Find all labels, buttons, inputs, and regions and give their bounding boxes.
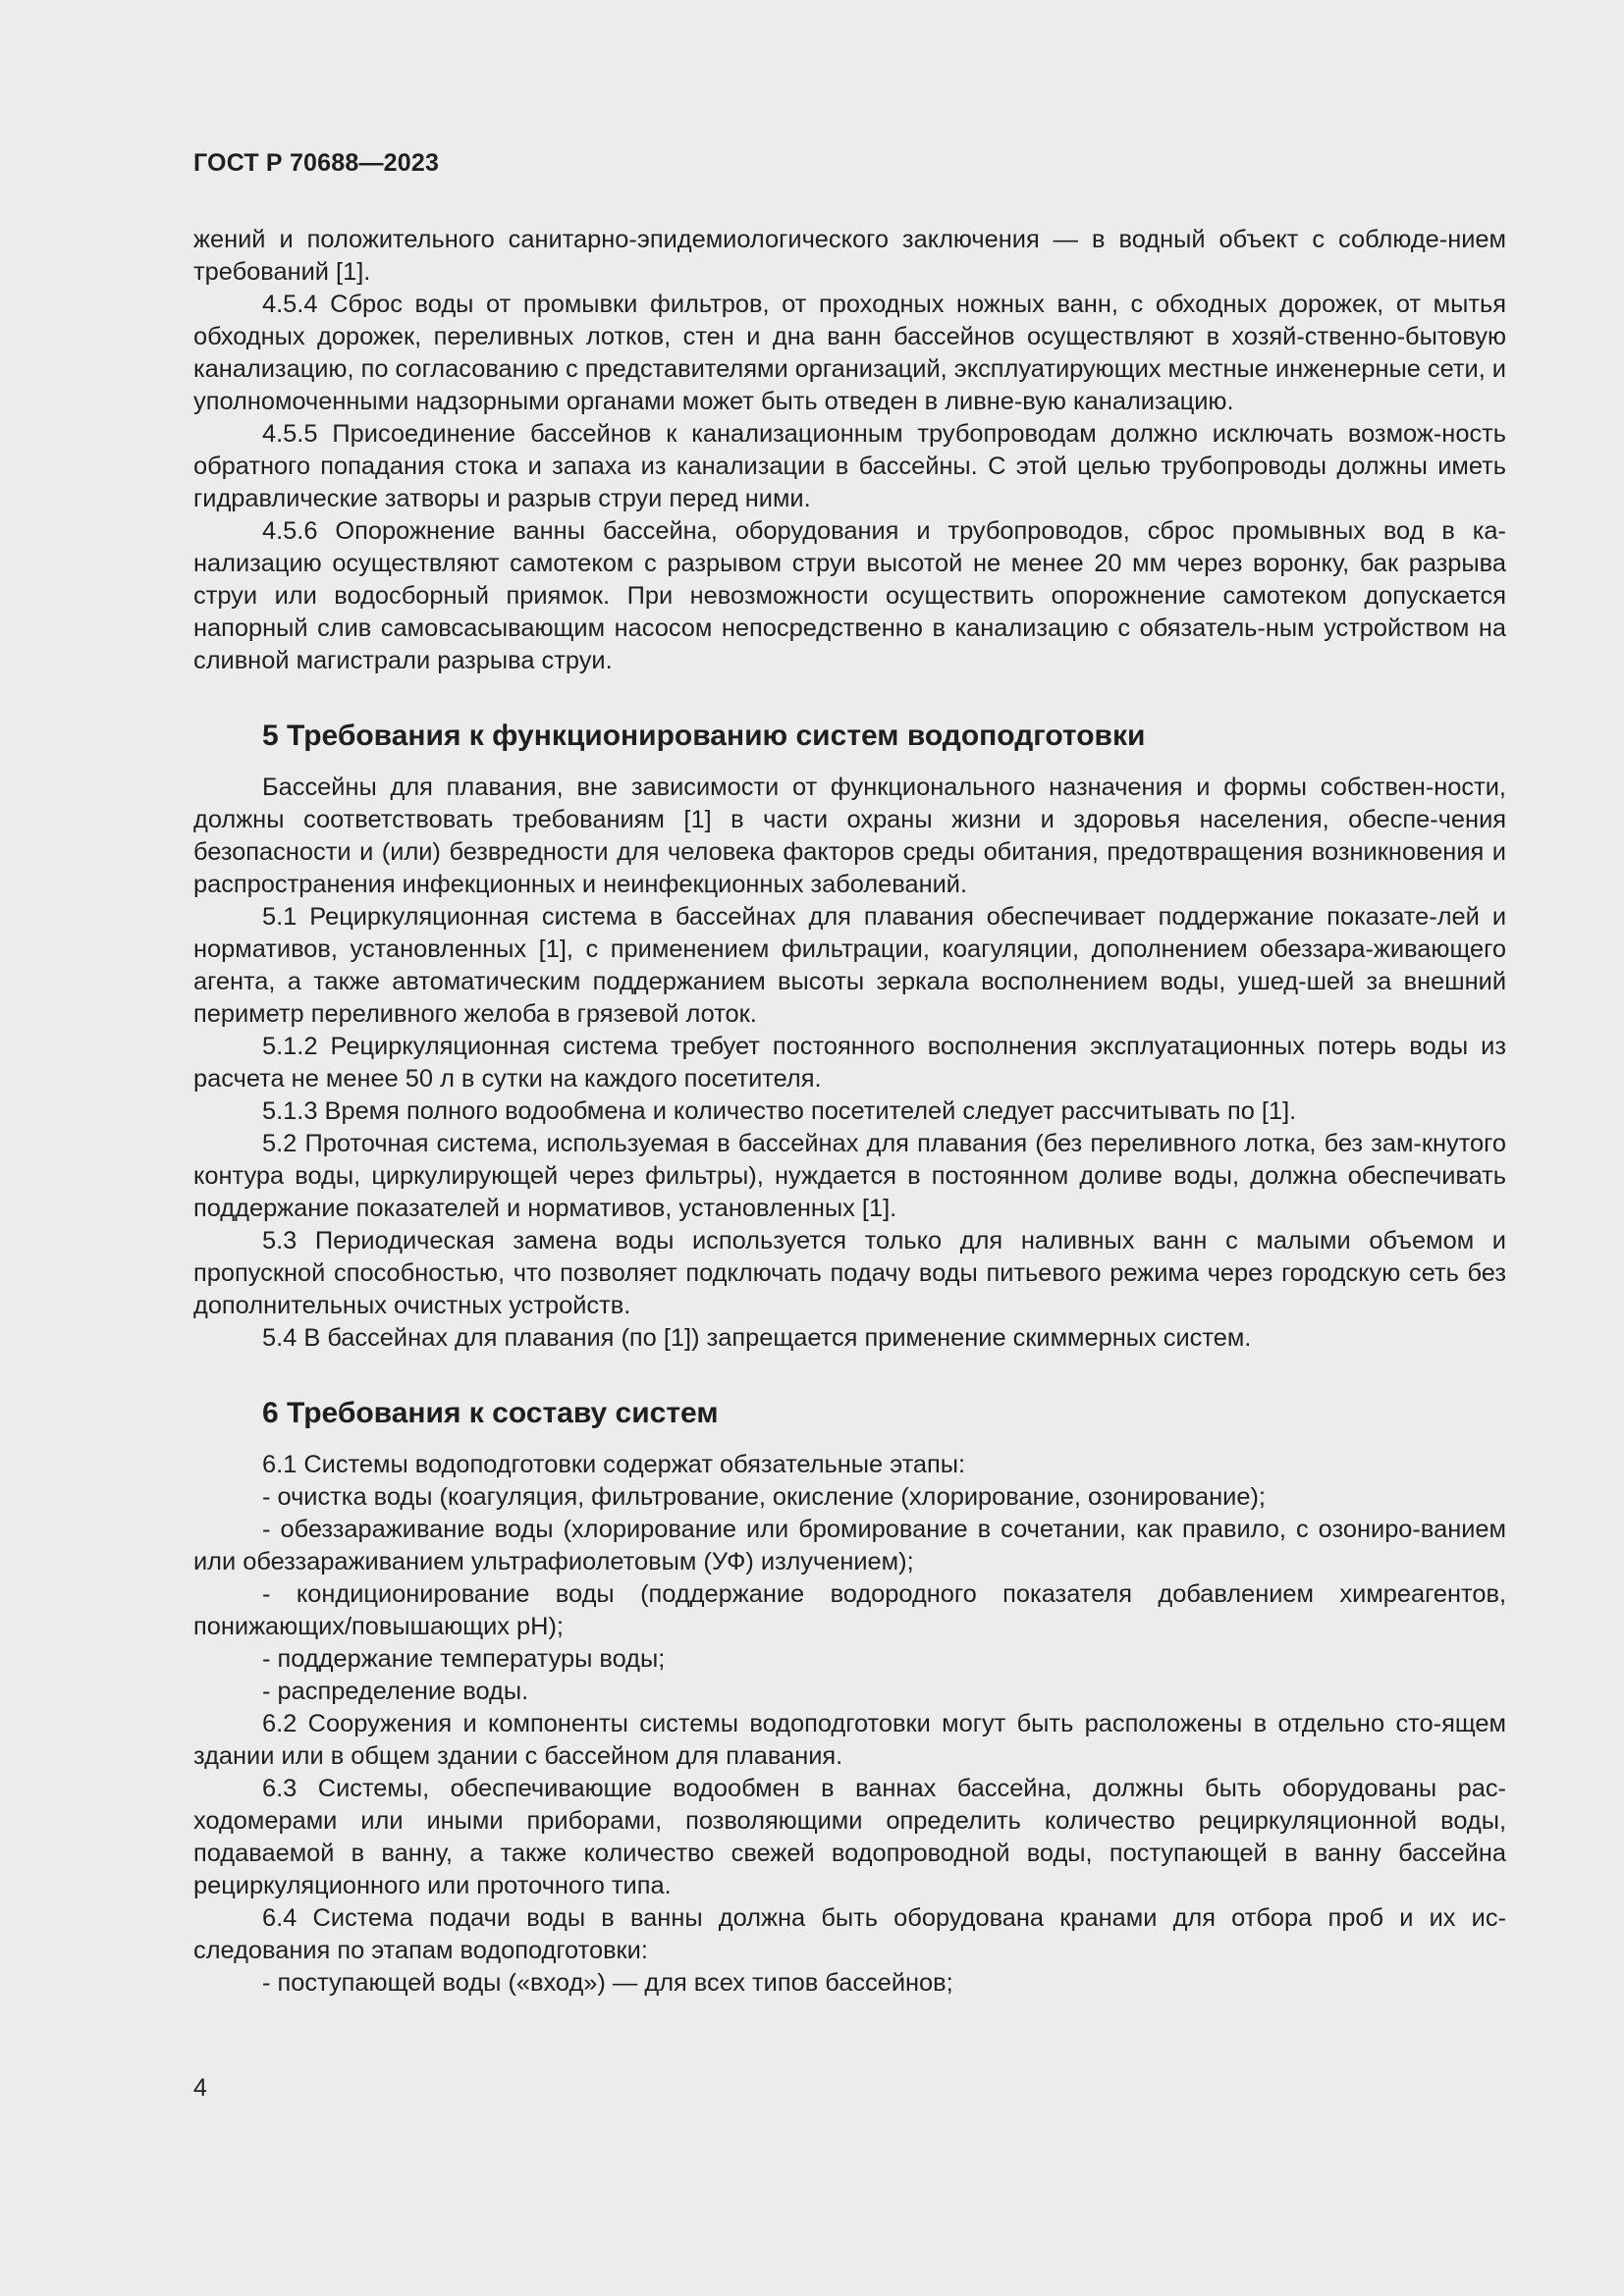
page-number: 4 [193, 2074, 207, 2102]
paragraph-4-5-4: 4.5.4 Сброс воды от промывки фильтров, от проходных ножных ванн, с обходных дорожек, от мытья обходных дорожек, переливных лотков, стен и дна ванн бассейнов осуществляют в хозяй-ственно-бытовую канализацию, по согласованию с представителями организаций, эксплуатирующих местные инженерные сети, и уполномоченными надзорными органами может быть отведен в ливне-вую канализацию. [193, 291, 1506, 415]
paragraph-6-2: 6.2 Сооружения и компоненты системы водоподготовки могут быть расположены в отдельно сто-ящем здании или в общем здании с бассейном для плавания. [193, 1710, 1506, 1770]
paragraph-5-1: 5.1 Рециркуляционная система в бассейнах для плавания обеспечивает поддержание показате-лей и нормативов, установленных [1], с применением фильтрации, коагуляции, дополнением обеззара-живающего агента, а также автоматическим поддержанием высоты зеркала восполнением воды, ушед-шей за внешний периметр переливного желоба в грязевой лоток. [193, 903, 1506, 1028]
list-item: - поддержание температуры воды; [262, 1645, 666, 1673]
paragraph-5-1-3: 5.1.3 Время полного водообмена и количество посетителей следует рассчитывать по [1]. [262, 1097, 1297, 1125]
section-6-title: 6 Требования к составу систем [262, 1397, 719, 1429]
paragraph-5-2: 5.2 Проточная система, используемая в бассейнах для плавания (без переливного лотка, без зам-кнутого контура воды, циркулирующей через фильтры), нуждается в постоянном доливе воды, должна обеспечивать поддержание показателей и нормативов, установленных [1]. [193, 1130, 1506, 1222]
spacer [193, 754, 1506, 772]
list-item: - кондиционирование воды (поддержание водородного показателя добавлением химреагентов, понижающих/повышающих pH); [193, 1580, 1506, 1640]
paragraph-5-3: 5.3 Периодическая замена воды используется только для наливных ванн с малыми объемом и пропускной способностью, что позволяет подключать подачу воды питьевого режима через городскую сеть без дополнительных очистных устройств. [193, 1227, 1506, 1319]
document-body [193, 224, 1506, 2000]
list-item: - обеззараживание воды (хлорирование или бромирование в сочетании, как правило, с озониро-ванием или обеззараживанием ультрафиолетовым (УФ) излучением); [193, 1516, 1506, 1575]
paragraph-5-4: 5.4 В бассейнах для плавания (по [1]) запрещается применение скиммерных систем. [262, 1324, 1252, 1352]
spacer [193, 1355, 1506, 1396]
list-item: - очистка воды (коагуляция, фильтрование, окисление (хлорирование, озонирование); [262, 1483, 1266, 1511]
paragraph-continuation: жений и положительного санитарно-эпидемиологического заключения — в водный объект с соблюде-нием требований [1]. [193, 226, 1506, 286]
spacer [193, 677, 1506, 719]
list-item: - поступающей воды («вход») — для всех типов бассейнов; [262, 1969, 953, 1997]
paragraph-6-4: 6.4 Система подачи воды в ванны должна быть оборудована кранами для отбора проб и их ис-следования по этапам водоподготовки: [193, 1904, 1506, 1964]
section-5-title: 5 Требования к функционированию систем водоподготовки [262, 720, 1146, 752]
list-item: - распределение воды. [262, 1678, 529, 1705]
paragraph-4-5-5: 4.5.5 Присоединение бассейнов к канализационным трубопроводам должно исключать возмож-ность обратного попадания стока и запаха из канализации в бассейны. С этой целью трубопроводы должны иметь гидравлические затворы и разрыв струи перед ними. [193, 420, 1506, 512]
paragraph-5-intro: Бассейны для плавания, вне зависимости от функционального назначения и формы собствен-ности, должны соответствовать требованиям [1] в части охраны жизни и здоровья населения, обеспе-чения безопасности и (или) безвредности для человека факторов среды обитания, предотвращения возникновения и распространения инфекционных и неинфекционных заболеваний. [193, 774, 1506, 898]
paragraph-4-5-6: 4.5.6 Опорожнение ванны бассейна, оборудования и трубопроводов, сброс промывных вод в ка-нализацию осуществляют самотеком с разрывом струи высотой не менее 20 мм через воронку, бак разрыва струи или водосборный приямок. При невозможности осуществить опорожнение самотеком допускается напорный слив самовсасывающим насосом непосредственно в канализацию с обязатель-ным устройством на сливной магистрали разрыва струи. [193, 517, 1506, 674]
paragraph-5-1-2: 5.1.2 Рециркуляционная система требует постоянного восполнения эксплуатационных потерь воды из расчета не менее 50 л в сутки на каждого посетителя. [193, 1033, 1506, 1093]
paragraph-6-3: 6.3 Системы, обеспечивающие водообмен в ваннах бассейна, должны быть оборудованы рас-ходомерами или иными приборами, позволяющими определить количество рециркуляционной воды, подаваемой в ванну, а также количество свежей водопроводной воды, поступающей в ванну бассейна рециркуляционного или проточного типа. [193, 1775, 1506, 1899]
document-id-header: ГОСТ Р 70688—2023 [193, 149, 440, 177]
paragraph-6-1: 6.1 Системы водоподготовки содержат обязательные этапы: [262, 1451, 966, 1478]
spacer [193, 1431, 1506, 1449]
